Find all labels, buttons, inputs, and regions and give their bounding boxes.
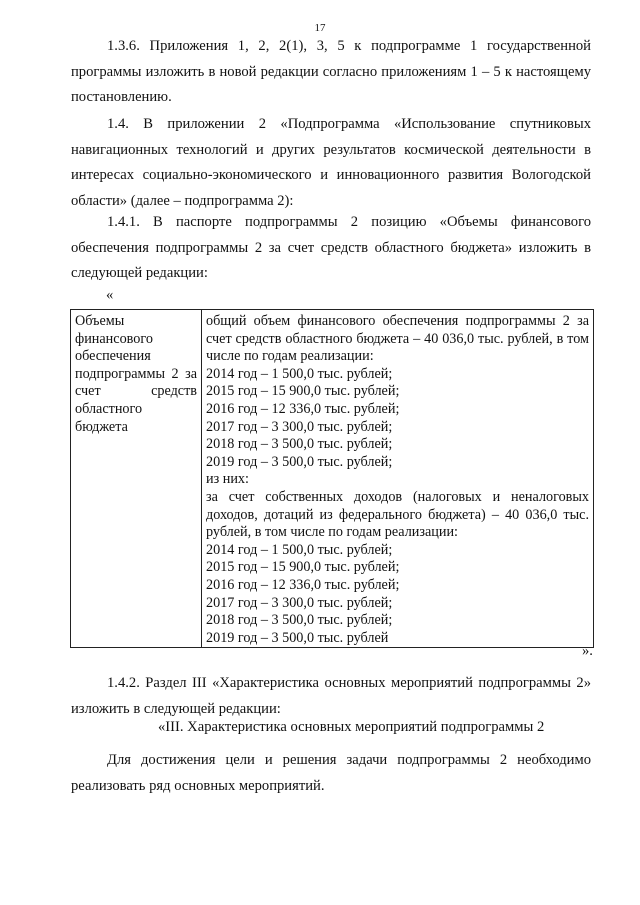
paragraph-1-4	[71, 112, 591, 214]
page-number: 17	[314, 22, 326, 34]
year-line-own: 2019 год – 3 500,0 тыс. рублей	[206, 629, 389, 646]
year-line-total: 2016 год – 12 336,0 тыс. рублей;	[206, 400, 400, 417]
table-position-value	[202, 310, 594, 648]
paragraph-text: 1.3.6. Приложения 1, 2, 2(1), 3, 5 к подпрограмме 1 государственной программы изложить в новой редакции согласно приложениям 1 – 5 к настоящему постановлению.	[71, 38, 591, 105]
table-open-quote: «	[106, 287, 114, 303]
paragraph-1-4-2	[71, 671, 591, 722]
paragraph-text: Для достижения цели и решения задачи подпрограммы 2 необходимо реализовать ряд основных мероприятий.	[71, 752, 591, 794]
year-line-own: 2018 год – 3 500,0 тыс. рублей;	[206, 612, 393, 629]
own-income-intro: за счет собственных доходов (налоговых и неналоговых доходов, дотаций из федерального бюджета) – 40 036,0 тыс. рублей, в том числе по годам реализации:	[206, 488, 589, 541]
year-line-total: 2014 год – 1 500,0 тыс. рублей;	[206, 365, 393, 382]
year-line-own: 2015 год – 15 900,0 тыс. рублей;	[206, 559, 400, 576]
year-line-total: 2018 год – 3 500,0 тыс. рублей;	[206, 436, 393, 453]
paragraph-section-body	[71, 748, 591, 799]
year-line-total: 2017 год – 3 300,0 тыс. рублей;	[206, 418, 393, 435]
paragraph-1-4-1	[71, 210, 591, 287]
total-intro: общий объем финансового обеспечения подпрограммы 2 за счет средств областного бюджета – 40 036,0 тыс. рублей, в том числе по годам реализации:	[206, 313, 589, 365]
section-heading: «III. Характеристика основных мероприятий подпрограммы 2	[158, 719, 545, 735]
table-row	[71, 310, 594, 648]
paragraph-text: 1.4.2. Раздел III «Характеристика основных мероприятий подпрограммы 2» изложить в следующей редакции:	[71, 675, 591, 717]
year-line-total: 2015 год – 15 900,0 тыс. рублей;	[206, 383, 400, 400]
paragraph-text: 1.4.1. В паспорте подпрограммы 2 позицию «Объемы финансового обеспечения подпрограммы 2 за счет средств областного бюджета» изложить в следующей редакции:	[71, 214, 591, 281]
table-close-quote: ».	[582, 643, 593, 659]
of-them-label: из них:	[206, 471, 249, 488]
paragraph-text: 1.4. В приложении 2 «Подпрограмма «Использование спутниковых навигационных технологий и других результатов космической деятельности в интересах социально-экономического и инновационного развития Вологодской области» (далее – подпрограмма 2):	[71, 116, 591, 209]
year-line-own: 2014 год – 1 500,0 тыс. рублей;	[206, 541, 393, 558]
year-line-own: 2017 год – 3 300,0 тыс. рублей;	[206, 594, 393, 611]
year-line-own: 2016 год – 12 336,0 тыс. рублей;	[206, 576, 400, 593]
paragraph-1-3-6	[71, 34, 591, 111]
table-position-label: Объемы финансового обеспечения подпрограммы 2 за счет средств областного бюджета	[71, 310, 202, 648]
year-line-total: 2019 год – 3 500,0 тыс. рублей;	[206, 453, 393, 470]
financing-table	[70, 309, 594, 648]
